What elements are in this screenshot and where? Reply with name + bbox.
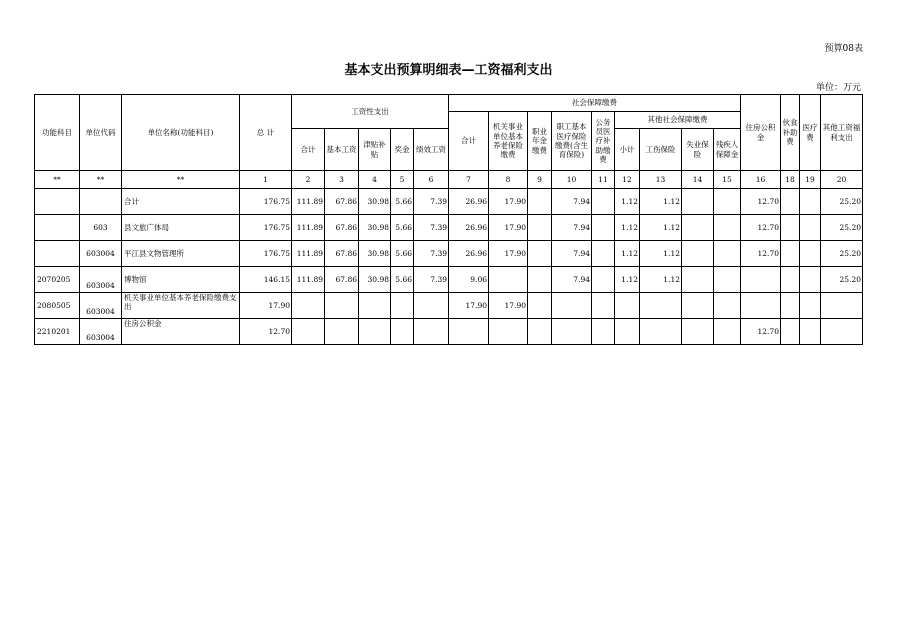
col-header-social-total: 合计: [449, 112, 489, 171]
col-header-annuity: 职业年金缴费: [528, 112, 552, 171]
cell-wage-total: 111.89: [292, 189, 325, 215]
table-row: [35, 267, 863, 293]
cell-meal: [781, 241, 800, 267]
cell-total: 12.70: [240, 319, 292, 345]
col-header-housing: 住房公积金: [741, 95, 781, 171]
cell-allowance: [359, 293, 391, 319]
cell-social-total: 17.90: [449, 293, 489, 319]
cell-name: 博物馆: [122, 267, 240, 293]
cell-bonus: 5.66: [391, 241, 414, 267]
col-header-disabled: 残疾人保障金: [714, 129, 741, 171]
cell-wage-total: 111.89: [292, 267, 325, 293]
col-header-total: 总 计: [240, 95, 292, 171]
cell-other-subtotal: [615, 319, 640, 345]
cell-other-subtotal: 1.12: [615, 189, 640, 215]
cell-medical: 7.94: [552, 267, 592, 293]
col-index-cell: 19: [800, 171, 821, 189]
col-header-medical-fee: 医疗费: [800, 95, 821, 171]
cell-annuity: [528, 189, 552, 215]
cell-basic-wage: 67.86: [325, 267, 359, 293]
cell-code: 603004: [80, 319, 122, 345]
cell-total: 176.75: [240, 241, 292, 267]
cell-other-wage: 25.20: [821, 215, 863, 241]
cell-pension: 17.90: [489, 293, 528, 319]
col-index-cell: 18: [781, 171, 800, 189]
cell-code: 603004: [80, 267, 122, 293]
cell-code: 603004: [80, 293, 122, 319]
cell-meal: [781, 215, 800, 241]
col-header-basic-wage: 基本工资: [325, 129, 359, 171]
cell-disabled: [714, 267, 741, 293]
table-row: [35, 319, 863, 345]
cell-medical-fee: [800, 189, 821, 215]
cell-perf-wage: [414, 293, 449, 319]
cell-func: [35, 189, 80, 215]
cell-name: 住房公积金: [122, 319, 240, 345]
cell-basic-wage: 67.86: [325, 241, 359, 267]
col-header-civil-medical: 公务员医疗补助缴费: [592, 112, 615, 171]
cell-perf-wage: [414, 319, 449, 345]
cell-medical: [552, 319, 592, 345]
cell-annuity: [528, 319, 552, 345]
cell-medical-fee: [800, 293, 821, 319]
cell-func: [35, 215, 80, 241]
cell-medical-fee: [800, 319, 821, 345]
cell-civil-medical: [592, 241, 615, 267]
cell-social-total: [449, 319, 489, 345]
cell-basic-wage: [325, 319, 359, 345]
col-index-cell: 5: [391, 171, 414, 189]
cell-other-subtotal: 1.12: [615, 267, 640, 293]
cell-name: 县文旅广体局: [122, 215, 240, 241]
cell-other-subtotal: 1.12: [615, 215, 640, 241]
cell-social-total: 26.96: [449, 189, 489, 215]
cell-disabled: [714, 319, 741, 345]
cell-unemployment: [682, 319, 714, 345]
cell-housing: [741, 293, 781, 319]
cell-total: 176.75: [240, 215, 292, 241]
cell-housing: 12.70: [741, 241, 781, 267]
col-index-cell: 9: [528, 171, 552, 189]
cell-unemployment: [682, 241, 714, 267]
cell-wage-total: 111.89: [292, 215, 325, 241]
col-index-cell: **: [122, 171, 240, 189]
col-index-cell: 20: [821, 171, 863, 189]
cell-annuity: [528, 293, 552, 319]
col-index-cell: 15: [714, 171, 741, 189]
cell-wage-total: 111.89: [292, 241, 325, 267]
cell-func: 2210201: [35, 319, 80, 345]
cell-perf-wage: 7.39: [414, 241, 449, 267]
cell-medical: 7.94: [552, 189, 592, 215]
cell-allowance: [359, 319, 391, 345]
cell-medical-fee: [800, 241, 821, 267]
col-header-other-wage: 其他工资福利支出: [821, 95, 863, 171]
cell-housing: 12.70: [741, 319, 781, 345]
col-header-injury: 工伤保险: [640, 129, 682, 171]
cell-code: [80, 189, 122, 215]
cell-disabled: [714, 189, 741, 215]
col-index-cell: 8: [489, 171, 528, 189]
col-index-cell: 4: [359, 171, 391, 189]
table-row: [35, 189, 863, 215]
cell-pension: [489, 319, 528, 345]
cell-disabled: [714, 241, 741, 267]
cell-func: 2070205: [35, 267, 80, 293]
col-header-medical: 职工基本医疗保险缴费(含生育保险): [552, 112, 592, 171]
col-index-row: [35, 171, 863, 189]
cell-unemployment: [682, 215, 714, 241]
cell-func: 2080505: [35, 293, 80, 319]
col-index-cell: 11: [592, 171, 615, 189]
cell-pension: 17.90: [489, 241, 528, 267]
cell-allowance: 30.98: [359, 241, 391, 267]
col-index-cell: 2: [292, 171, 325, 189]
cell-perf-wage: 7.39: [414, 215, 449, 241]
cell-bonus: 5.66: [391, 215, 414, 241]
cell-injury: [640, 319, 682, 345]
cell-annuity: [528, 267, 552, 293]
col-header-func-subject: 功能科目: [35, 95, 80, 171]
cell-housing: 12.70: [741, 189, 781, 215]
cell-housing: [741, 267, 781, 293]
table-row: [35, 215, 863, 241]
cell-name: 机关事业单位基本养老保险缴费支出: [122, 293, 240, 319]
col-header-other-subtotal: 小计: [615, 129, 640, 171]
col-header-meal: 伙食补助费: [781, 95, 800, 171]
col-header-pension: 机关事业单位基本养老保险缴费: [489, 112, 528, 171]
col-header-other-group: 其他社会保障缴费: [615, 112, 741, 129]
cell-pension: 17.90: [489, 189, 528, 215]
cell-total: 176.75: [240, 189, 292, 215]
cell-name: 合计: [122, 189, 240, 215]
col-index-cell: 1: [240, 171, 292, 189]
cell-unemployment: [682, 267, 714, 293]
cell-pension: 17.90: [489, 215, 528, 241]
cell-other-wage: 25.20: [821, 189, 863, 215]
col-index-cell: 14: [682, 171, 714, 189]
col-header-unit-name: 单位名称(功能科目): [122, 95, 240, 171]
cell-civil-medical: [592, 215, 615, 241]
cell-disabled: [714, 215, 741, 241]
cell-civil-medical: [592, 319, 615, 345]
cell-medical: 7.94: [552, 241, 592, 267]
cell-code: 603004: [80, 241, 122, 267]
cell-bonus: 5.66: [391, 189, 414, 215]
cell-other-wage: 25.20: [821, 267, 863, 293]
cell-meal: [781, 189, 800, 215]
col-header-bonus: 奖金: [391, 129, 414, 171]
col-header-unemployment: 失业保险: [682, 129, 714, 171]
table-row: [35, 293, 863, 319]
cell-injury: 1.12: [640, 241, 682, 267]
cell-meal: [781, 293, 800, 319]
col-index-cell: 7: [449, 171, 489, 189]
cell-medical: [552, 293, 592, 319]
cell-perf-wage: 7.39: [414, 267, 449, 293]
cell-total: 17.90: [240, 293, 292, 319]
cell-unemployment: [682, 293, 714, 319]
cell-civil-medical: [592, 267, 615, 293]
cell-basic-wage: 67.86: [325, 215, 359, 241]
col-header-perf-wage: 绩效工资: [414, 129, 449, 171]
cell-housing: 12.70: [741, 215, 781, 241]
cell-allowance: 30.98: [359, 215, 391, 241]
cell-total: 146.15: [240, 267, 292, 293]
page-title: 基本支出预算明细表—工资福利支出: [344, 63, 553, 78]
col-index-cell: **: [35, 171, 80, 189]
cell-func: [35, 241, 80, 267]
cell-other-wage: [821, 293, 863, 319]
cell-wage-total: [292, 319, 325, 345]
cell-disabled: [714, 293, 741, 319]
cell-other-subtotal: [615, 293, 640, 319]
cell-name: 平江县文物管理所: [122, 241, 240, 267]
form-number: 预算08表: [824, 44, 863, 54]
col-header-allowance: 津贴补贴: [359, 129, 391, 171]
cell-civil-medical: [592, 293, 615, 319]
col-index-cell: 6: [414, 171, 449, 189]
cell-injury: 1.12: [640, 215, 682, 241]
col-header-social-group: 社会保障缴费: [449, 95, 741, 112]
cell-medical-fee: [800, 267, 821, 293]
cell-basic-wage: [325, 293, 359, 319]
cell-civil-medical: [592, 189, 615, 215]
cell-medical: 7.94: [552, 215, 592, 241]
col-index-cell: 12: [615, 171, 640, 189]
col-header-unit-code: 单位代码: [80, 95, 122, 171]
cell-other-wage: 25.20: [821, 241, 863, 267]
cell-allowance: 30.98: [359, 267, 391, 293]
cell-other-wage: [821, 319, 863, 345]
budget-table: [34, 94, 863, 345]
cell-injury: 1.12: [640, 189, 682, 215]
col-index-cell: **: [80, 171, 122, 189]
cell-unemployment: [682, 189, 714, 215]
cell-pension: [489, 267, 528, 293]
cell-meal: [781, 319, 800, 345]
cell-perf-wage: 7.39: [414, 189, 449, 215]
cell-bonus: [391, 293, 414, 319]
cell-medical-fee: [800, 215, 821, 241]
cell-code: 603: [80, 215, 122, 241]
cell-injury: 1.12: [640, 267, 682, 293]
unit-label: 单位：万元: [815, 83, 861, 93]
cell-social-total: 26.96: [449, 241, 489, 267]
col-index-cell: 16: [741, 171, 781, 189]
col-index-cell: 13: [640, 171, 682, 189]
col-index-cell: 3: [325, 171, 359, 189]
table-row: [35, 241, 863, 267]
cell-bonus: 5.66: [391, 267, 414, 293]
cell-wage-total: [292, 293, 325, 319]
cell-annuity: [528, 215, 552, 241]
cell-social-total: 26.96: [449, 215, 489, 241]
col-header-wage-group: 工资性支出: [292, 95, 449, 129]
cell-basic-wage: 67.86: [325, 189, 359, 215]
cell-annuity: [528, 241, 552, 267]
cell-allowance: 30.98: [359, 189, 391, 215]
cell-meal: [781, 267, 800, 293]
cell-other-subtotal: 1.12: [615, 241, 640, 267]
cell-bonus: [391, 319, 414, 345]
col-index-cell: 10: [552, 171, 592, 189]
cell-social-total: 9.06: [449, 267, 489, 293]
col-header-wage-total: 合计: [292, 129, 325, 171]
cell-injury: [640, 293, 682, 319]
